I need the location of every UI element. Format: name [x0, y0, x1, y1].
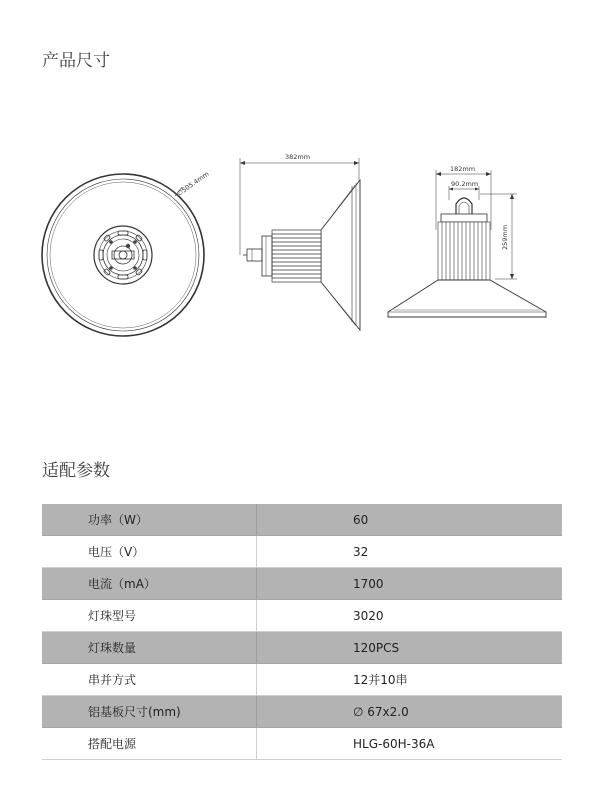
front-view-drawing — [388, 170, 546, 317]
diameter-label: ∅505.4mm — [175, 169, 211, 198]
param-key: 灯珠型号 — [42, 600, 257, 632]
table-row — [42, 696, 562, 728]
param-key: 电压（V） — [42, 536, 257, 568]
param-key: 搭配电源 — [42, 728, 257, 760]
param-value: 12并10串 — [257, 664, 563, 696]
side-width-label: 382mm — [285, 153, 311, 161]
param-value: 3020 — [257, 600, 563, 632]
param-value: ∅ 67x2.0 — [257, 696, 563, 728]
param-key: 功率（W） — [42, 504, 257, 536]
param-key: 灯珠数量 — [42, 632, 257, 664]
dimension-drawings — [0, 140, 604, 360]
section-title-parameters: 适配参数 — [42, 461, 110, 481]
param-key: 串并方式 — [42, 664, 257, 696]
height-label: 259mm — [501, 224, 509, 250]
top-view-drawing — [42, 174, 204, 336]
param-key: 电流（mA） — [42, 568, 257, 600]
param-value: 32 — [257, 536, 563, 568]
param-key: 铝基板尺寸(mm) — [42, 696, 257, 728]
param-value: 1700 — [257, 568, 563, 600]
inner-width-label: 90.2mm — [451, 180, 479, 188]
section-title-dimensions: 产品尺寸 — [42, 51, 110, 71]
front-width-label: 182mm — [450, 165, 476, 173]
param-value: HLG-60H-36A — [257, 728, 563, 760]
param-value: 60 — [257, 504, 563, 536]
param-value: 120PCS — [257, 632, 563, 664]
parameters-table — [42, 504, 562, 760]
table-row — [42, 728, 562, 760]
table-row — [42, 536, 562, 568]
table-row — [42, 600, 562, 632]
table-row — [42, 632, 562, 664]
side-view-drawing — [240, 158, 360, 330]
table-row — [42, 568, 562, 600]
table-row — [42, 504, 562, 536]
table-row — [42, 664, 562, 696]
